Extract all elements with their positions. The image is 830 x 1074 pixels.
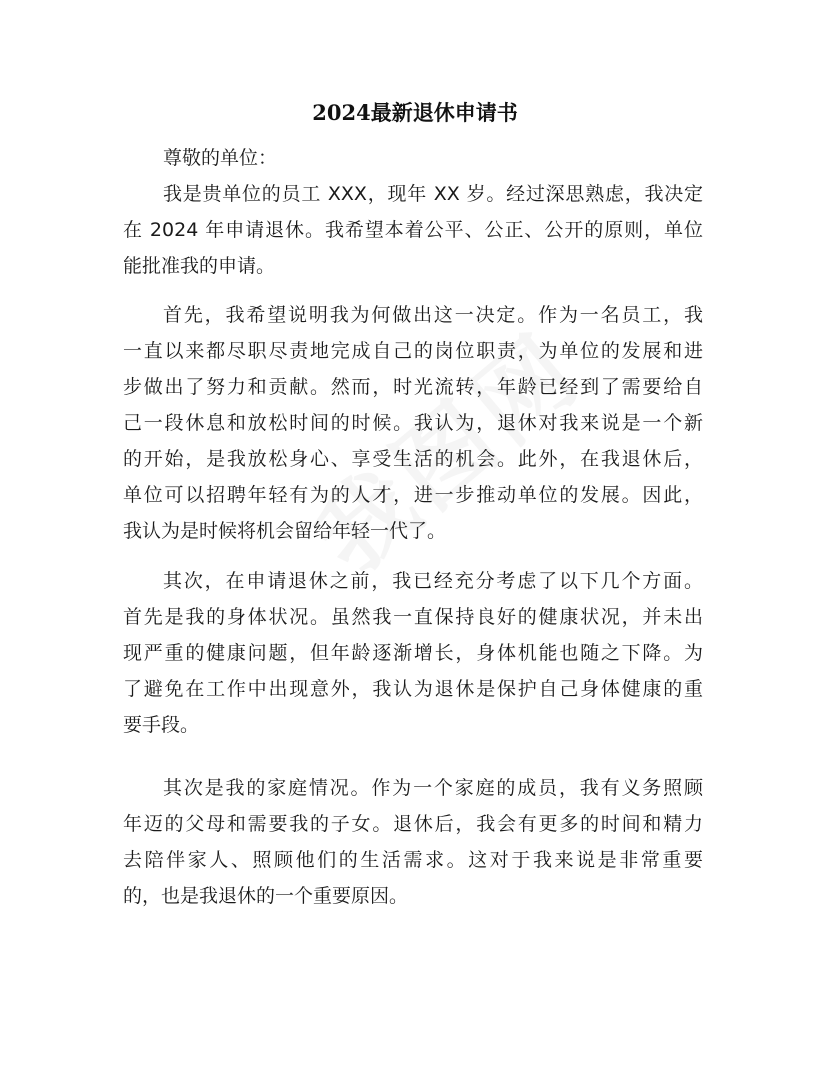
- paragraph-line: 其次是我的家庭情况。作为一个家庭的成员，我有义务照顾: [163, 777, 703, 799]
- paragraph-line: 现严重的健康问题，但年龄逐渐增长，身体机能也随之下降。为: [123, 642, 703, 664]
- paragraph-line: 我认为是时候将机会留给年轻一代了。: [123, 520, 447, 542]
- paragraph-line: 首先是我的身体状况。虽然我一直保持良好的健康状况，并未出: [123, 606, 703, 628]
- paragraph-2: [123, 297, 703, 549]
- paragraph-line: 一直以来都尽职尽责地完成自己的岗位职责，为单位的发展和进: [123, 340, 703, 362]
- paragraph-line: 单位可以招聘年轻有为的人才，进一步推动单位的发展。因此，: [123, 484, 703, 506]
- paragraph-line: 的开始，是我放松身心、享受生活的机会。此外，在我退休后，: [123, 448, 703, 470]
- paragraph-4: [123, 770, 703, 914]
- paragraph-line: 的，也是我退休的一个重要原因。: [123, 885, 409, 907]
- paragraph-line: 年迈的父母和需要我的子女。退休后，我会有更多的时间和精力: [123, 813, 703, 835]
- paragraph-3: [123, 563, 703, 743]
- paragraph-1: [123, 176, 703, 284]
- paragraph-line: 了避免在工作中出现意外，我认为退休是保护自己身体健康的重: [123, 678, 703, 700]
- paragraph-line: 在 2024 年申请退休。我希望本着公平、公正、公开的原则，单位: [123, 219, 703, 241]
- paragraph-line: 去陪伴家人、照顾他们的生活需求。这对于我来说是非常重要: [123, 849, 703, 871]
- paragraph-line: 我是贵单位的员工 XXX，现年 XX 岁。经过深思熟虑，我决定: [163, 183, 703, 205]
- paragraph-line: 要手段。: [123, 714, 200, 736]
- salutation: 尊敬的单位：: [163, 147, 278, 169]
- paragraph-line: 其次，在申请退休之前，我已经充分考虑了以下几个方面。: [163, 570, 703, 592]
- paragraph-line: 首先，我希望说明我为何做出这一决定。作为一名员工，我: [163, 304, 703, 326]
- paragraph-line: 能批准我的申请。: [123, 255, 276, 277]
- document-title: 2024最新退休申请书: [312, 100, 518, 125]
- paragraph-line: 己一段休息和放松时间的时候。我认为，退休对我来说是一个新: [123, 412, 703, 434]
- paragraph-line: 步做出了努力和贡献。然而，时光流转，年龄已经到了需要给自: [123, 376, 703, 398]
